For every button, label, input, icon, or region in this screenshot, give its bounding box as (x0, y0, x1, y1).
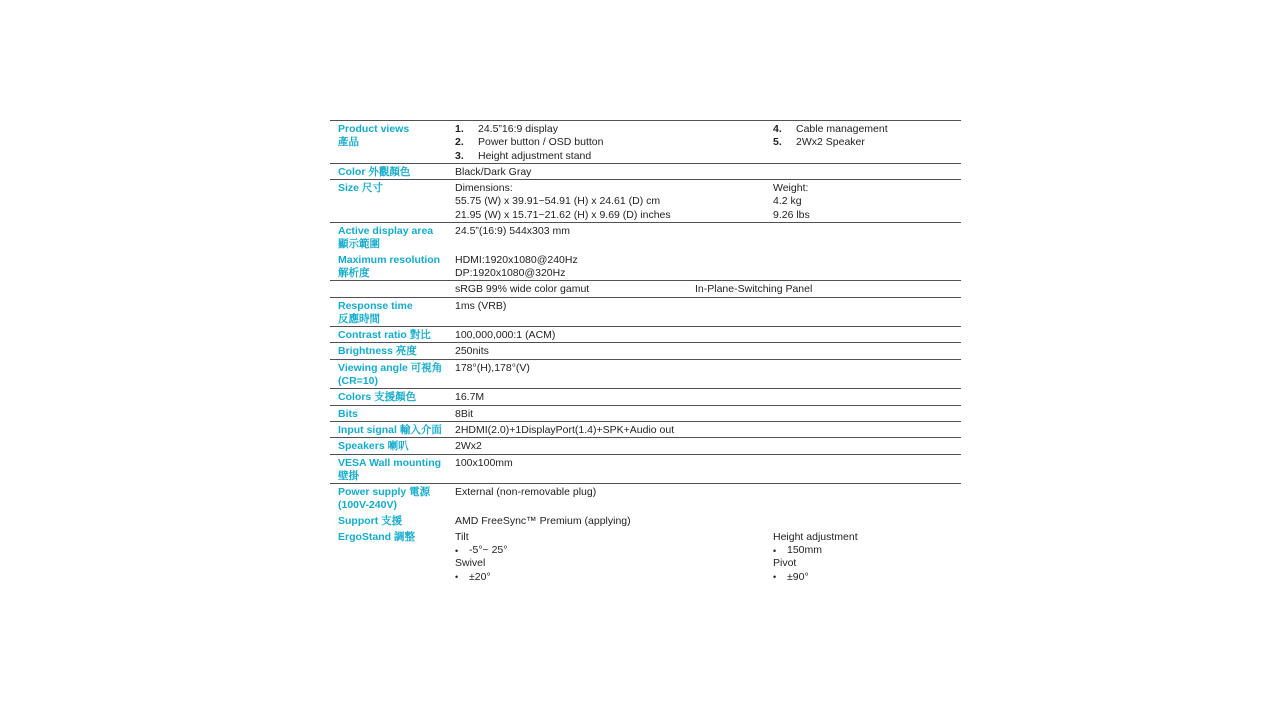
ergostand-height-title: Height adjustment (773, 530, 858, 543)
label-vesa-en: VESA Wall mounting (338, 456, 442, 469)
ergostand-swivel-range: ±20° (469, 570, 491, 583)
value-maximum-resolution (455, 252, 961, 281)
row-response-time (330, 297, 961, 327)
value-speakers: 2Wx2 (455, 440, 482, 453)
value-bits: 8Bit (455, 407, 474, 420)
label-input-signal: Input signal 輸入介面 (338, 423, 442, 436)
label-bits: Bits (338, 407, 358, 420)
list-item (455, 136, 773, 149)
value-viewing-angle: 178°(H),178°(V) (455, 361, 530, 374)
panel-type: In-Plane-Switching Panel (695, 283, 813, 296)
ergostand-left (455, 531, 773, 584)
label-vesa-wall-mounting (330, 455, 455, 484)
value-input-signal: 2HDMI(2.0)+1DisplayPort(1.4)+SPK+Audio out (455, 423, 675, 436)
list-item-text: 24.5”16:9 display (478, 123, 558, 135)
label-power-supply-line2: (100V-240V) (338, 499, 397, 512)
label-vesa-zh: 壁掛 (338, 469, 359, 482)
value-contrast-ratio: 100,000,000:1 (ACM) (455, 329, 556, 342)
row-panel (330, 280, 961, 296)
label-color: Color 外觀顏色 (338, 165, 411, 178)
row-bits (330, 405, 961, 421)
label-viewing-angle-line1: Viewing angle 可視角 (338, 361, 443, 374)
row-maximum-resolution (330, 252, 961, 281)
list-item-number: 4. (773, 123, 782, 135)
list-item-number: 3. (455, 149, 464, 162)
list-item-number: 5. (773, 136, 782, 149)
label-support: Support 支援 (338, 514, 403, 527)
list-item (773, 136, 888, 149)
label-size: Size 尺寸 (338, 182, 383, 195)
bullet-icon (455, 571, 469, 584)
value-brightness: 250nits (455, 345, 489, 358)
row-support (330, 513, 961, 529)
value-active-display-area: 24.5”(16:9) 544x303 mm (455, 225, 570, 238)
list-item (773, 123, 888, 136)
value-product-views (455, 121, 961, 163)
value-response-time: 1ms (VRB) (455, 299, 507, 312)
ergostand-swivel-title: Swivel (455, 557, 486, 570)
label-ergostand: ErgoStand 調整 (338, 530, 416, 543)
row-power-supply (330, 483, 961, 513)
row-input-signal (330, 421, 961, 437)
bullet-icon (773, 544, 787, 557)
label-active-display-area-zh: 顯示範圍 (338, 238, 380, 251)
label-maximum-resolution-zh: 解析度 (338, 266, 370, 279)
label-contrast-ratio: Contrast ratio 對比 (338, 329, 431, 342)
value-support: AMD FreeSync™ Premium (applying) (455, 514, 631, 527)
label-power-supply-line1: Power supply 電源 (338, 486, 431, 499)
ergostand-pivot-range: ±90° (787, 570, 809, 583)
resolution-dp: DP:1920x1080@320Hz (455, 266, 566, 279)
label-viewing-angle (330, 360, 455, 389)
weight-title: Weight: (773, 182, 809, 195)
dimensions-inches: 21.95 (W) x 15.71~21.62 (H) x 9.69 (D) inches (455, 208, 671, 221)
bullet-icon (455, 544, 469, 557)
list-item-text: 2Wx2 Speaker (796, 136, 865, 149)
row-vesa-wall-mounting (330, 454, 961, 484)
list-item-text: Power button / OSD button (478, 136, 604, 149)
size-dimensions (455, 182, 773, 222)
ergostand-pivot-value (773, 571, 858, 584)
list-item-number: 1. (455, 123, 464, 135)
row-speakers (330, 437, 961, 453)
ergostand-tilt-title: Tilt (455, 530, 469, 543)
value-size (455, 180, 961, 222)
row-ergostand (330, 529, 961, 584)
row-brightness (330, 342, 961, 358)
row-product-views (330, 120, 961, 163)
weight-kg: 4.2 kg (773, 195, 802, 208)
label-product-views-en: Product views (338, 123, 410, 135)
ergostand-tilt-value (455, 544, 773, 557)
label-response-time (330, 298, 455, 327)
value-color: Black/Dark Gray (455, 165, 532, 178)
monitor-spec-sheet (330, 120, 961, 584)
label-speakers: Speakers 喇叭 (338, 440, 409, 453)
product-views-list-right (773, 123, 888, 163)
label-maximum-resolution-en: Maximum resolution (338, 253, 441, 266)
label-product-views-zh: 產品 (338, 136, 359, 149)
label-product-views (330, 121, 455, 163)
list-item-text: Height adjustment stand (478, 149, 592, 162)
row-contrast-ratio (330, 326, 961, 342)
size-weight (773, 182, 810, 222)
panel-gamut: sRGB 99% wide color gamut (455, 283, 590, 296)
label-viewing-angle-line2: (CR=10) (338, 375, 378, 388)
label-response-time-en: Response time (338, 299, 413, 312)
product-views-list-left (455, 123, 773, 163)
label-active-display-area (330, 223, 455, 252)
label-response-time-zh: 反應時間 (338, 312, 380, 325)
ergostand-swivel-value (455, 571, 773, 584)
ergostand-right (773, 531, 858, 584)
list-item-number: 2. (455, 136, 464, 149)
label-active-display-area-en: Active display area (338, 225, 434, 238)
list-item-text: Cable management (796, 123, 888, 135)
label-power-supply (330, 484, 455, 513)
value-ergostand (455, 529, 961, 584)
value-vesa-wall-mounting: 100x100mm (455, 456, 513, 469)
label-brightness: Brightness 亮度 (338, 345, 417, 358)
resolution-hdmi: HDMI:1920x1080@240Hz (455, 253, 578, 266)
row-active-display-area (330, 222, 961, 252)
ergostand-height-value (773, 544, 858, 557)
label-colors: Colors 支援顏色 (338, 391, 417, 404)
value-panel (455, 281, 961, 296)
row-size (330, 179, 961, 222)
ergostand-pivot-title: Pivot (773, 557, 797, 570)
row-color (330, 163, 961, 179)
weight-lbs: 9.26 lbs (773, 208, 810, 221)
value-power-supply: External (non-removable plug) (455, 486, 597, 499)
list-item (455, 150, 773, 163)
list-item (455, 123, 773, 136)
ergostand-height-range: 150mm (787, 544, 823, 557)
row-viewing-angle (330, 359, 961, 389)
dimensions-title: Dimensions: (455, 182, 513, 195)
row-colors (330, 388, 961, 404)
dimensions-cm: 55.75 (W) x 39.91~54.91 (H) x 24.61 (D) cm (455, 195, 661, 208)
label-maximum-resolution (330, 252, 455, 281)
label-panel-empty (330, 281, 455, 296)
value-colors: 16.7M (455, 391, 485, 404)
bullet-icon (773, 571, 787, 584)
ergostand-tilt-range: -5°~ 25° (469, 544, 508, 557)
